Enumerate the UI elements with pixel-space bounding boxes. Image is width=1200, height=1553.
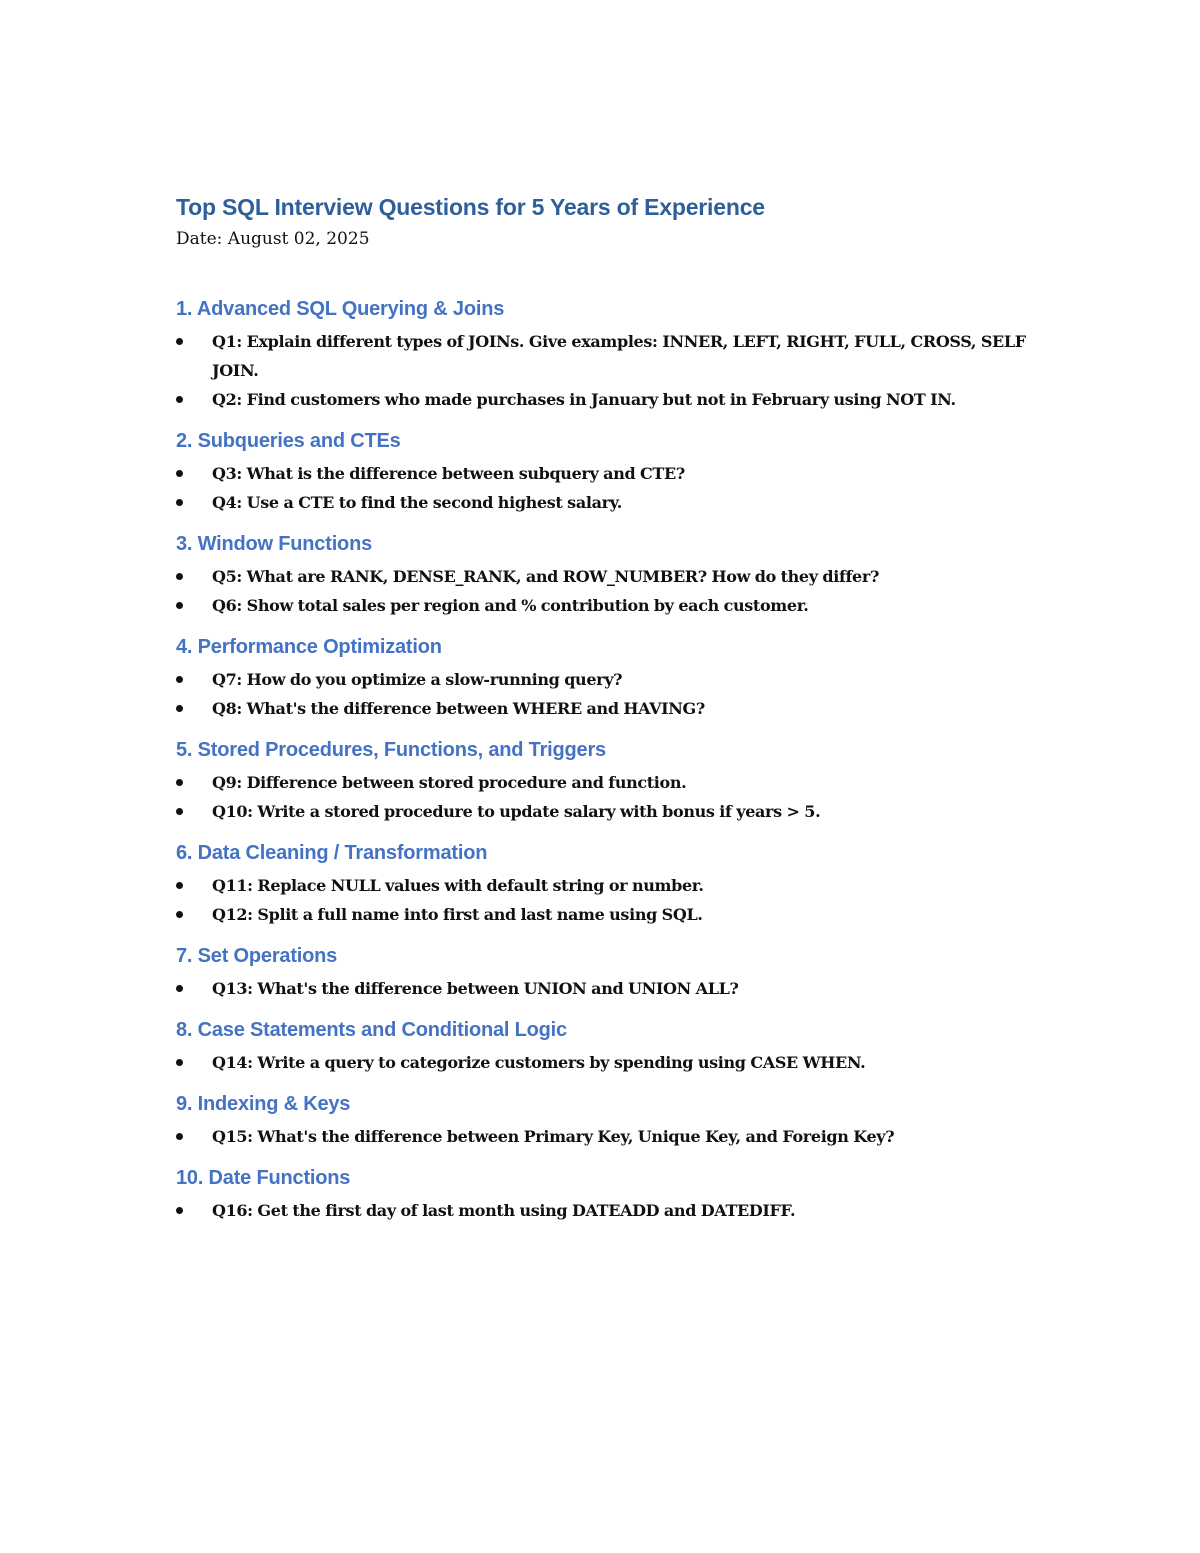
bullet-icon xyxy=(176,1207,183,1214)
question-list xyxy=(176,562,1056,620)
bullet-icon xyxy=(176,1059,183,1066)
document-page xyxy=(176,191,1056,1237)
bullet-icon xyxy=(176,470,183,477)
question-list xyxy=(176,1048,1056,1077)
question-item xyxy=(176,327,1056,385)
question-list xyxy=(176,459,1056,517)
bullet-icon xyxy=(176,573,183,580)
bullet-icon xyxy=(176,602,183,609)
section xyxy=(176,838,1056,929)
section-heading: 8. Case Statements and Conditional Logic xyxy=(176,1019,567,1041)
question-list xyxy=(176,974,1056,1003)
section-heading: 4. Performance Optimization xyxy=(176,636,442,658)
question-text: Q11: Replace NULL values with default string or number. xyxy=(212,876,704,895)
question-item xyxy=(176,871,1056,900)
bullet-icon xyxy=(176,808,183,815)
bullet-icon xyxy=(176,1133,183,1140)
question-item xyxy=(176,797,1056,826)
question-list xyxy=(176,768,1056,826)
question-list xyxy=(176,1122,1056,1151)
question-text: Q4: Use a CTE to find the second highest salary. xyxy=(212,493,623,512)
question-item xyxy=(176,1196,1056,1225)
question-list xyxy=(176,665,1056,723)
bullet-icon xyxy=(176,676,183,683)
bullet-icon xyxy=(176,338,183,345)
question-text: Q2: Find customers who made purchases in January but not in February using NOT IN. xyxy=(212,390,956,409)
question-item xyxy=(176,562,1056,591)
question-text: Q8: What's the difference between WHERE and HAVING? xyxy=(212,699,705,718)
section-heading: 9. Indexing & Keys xyxy=(176,1093,351,1115)
question-item xyxy=(176,1122,1056,1151)
section-list xyxy=(176,294,1056,1225)
question-item xyxy=(176,768,1056,797)
section-heading: 10. Date Functions xyxy=(176,1167,351,1189)
section xyxy=(176,529,1056,620)
question-list xyxy=(176,327,1056,414)
section xyxy=(176,1163,1056,1225)
question-item xyxy=(176,459,1056,488)
question-text: Q7: How do you optimize a slow-running query? xyxy=(212,670,623,689)
section-heading: 3. Window Functions xyxy=(176,533,373,555)
section-heading: 7. Set Operations xyxy=(176,945,338,967)
question-item xyxy=(176,694,1056,723)
section xyxy=(176,1015,1056,1077)
section-heading: 6. Data Cleaning / Transformation xyxy=(176,842,488,864)
question-item xyxy=(176,974,1056,1003)
question-text: Q10: Write a stored procedure to update salary with bonus if years > 5. xyxy=(212,802,821,821)
question-item xyxy=(176,385,1056,414)
question-text: Q9: Difference between stored procedure and function. xyxy=(212,773,687,792)
document-date: Date: August 02, 2025 xyxy=(176,229,370,249)
question-item xyxy=(176,1048,1056,1077)
section xyxy=(176,941,1056,1003)
question-list xyxy=(176,871,1056,929)
bullet-icon xyxy=(176,911,183,918)
question-item xyxy=(176,665,1056,694)
question-item xyxy=(176,591,1056,620)
question-text: Q3: What is the difference between subquery and CTE? xyxy=(212,464,685,483)
question-item xyxy=(176,900,1056,929)
bullet-icon xyxy=(176,396,183,403)
question-text: Q12: Split a full name into first and last name using SQL. xyxy=(212,905,703,924)
bullet-icon xyxy=(176,985,183,992)
bullet-icon xyxy=(176,779,183,786)
section-heading: 5. Stored Procedures, Functions, and Triggers xyxy=(176,739,606,761)
question-item xyxy=(176,488,1056,517)
section xyxy=(176,294,1056,414)
section-heading: 1. Advanced SQL Querying & Joins xyxy=(176,298,505,320)
bullet-icon xyxy=(176,882,183,889)
question-text: Q6: Show total sales per region and % contribution by each customer. xyxy=(212,596,809,615)
question-text: Q13: What's the difference between UNION and UNION ALL? xyxy=(212,979,739,998)
question-list xyxy=(176,1196,1056,1225)
document-title: Top SQL Interview Questions for 5 Years of Experience xyxy=(176,194,765,220)
question-text: Q14: Write a query to categorize customers by spending using CASE WHEN. xyxy=(212,1053,866,1072)
section xyxy=(176,426,1056,517)
bullet-icon xyxy=(176,499,183,506)
question-text: Q1: Explain different types of JOINs. Give examples: INNER, LEFT, RIGHT, FULL, CROSS, SELF JOIN. xyxy=(212,332,1026,380)
section xyxy=(176,735,1056,826)
section xyxy=(176,1089,1056,1151)
question-text: Q16: Get the first day of last month using DATEADD and DATEDIFF. xyxy=(212,1201,796,1220)
bullet-icon xyxy=(176,705,183,712)
question-text: Q5: What are RANK, DENSE_RANK, and ROW_NUMBER? How do they differ? xyxy=(212,567,879,586)
question-text: Q15: What's the difference between Primary Key, Unique Key, and Foreign Key? xyxy=(212,1127,895,1146)
section-heading: 2. Subqueries and CTEs xyxy=(176,430,401,452)
section xyxy=(176,632,1056,723)
